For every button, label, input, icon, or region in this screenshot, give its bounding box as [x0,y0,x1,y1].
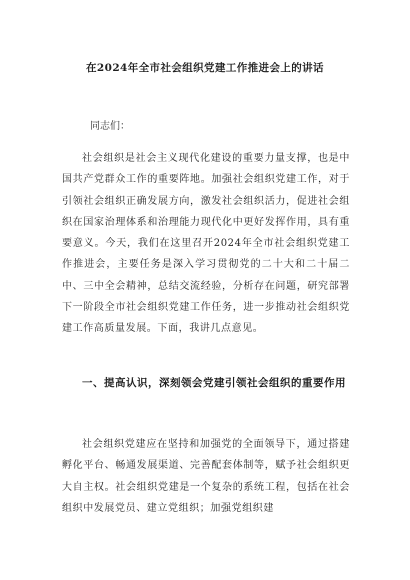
section-heading: 一、提高认识，深刻领会党建引领社会组织的重要作用 [82,377,346,389]
body-paragraph: 社会组织党建应在坚持和加强党的全面领导下，通过搭建孵化平台、畅通发展渠道、完善配套体制等，赋予社会组织更大自主权。社会组织党建是一个复杂的系统工程，包括在社会组织中发展党员、建立党组织；加强党组织建 [62,439,350,514]
salutation: 同志们： [90,121,130,132]
document-title: 在2024年全市社会组织党建工作推进会上的讲话 [86,62,324,74]
body-paragraph: 社会组织是社会主义现代化建设的重要力量支撑，也是中国共产党群众工作的重要阵地。加强社会组织党建工作，对于引领社会组织正确发展方向，激发社会组织活力，促进社会组织在国家治理体系和治理能力现代化中更好发挥作用，具有重要意义。今天，我们在这里召开2024年全市社会组织党建工作推进会，主要任务是深入学习贯彻党的二十大和二十届二中、三中全会精神，总结交流经验，分析存在问题，研究部署下一阶段全市社会组织党建工作任务，进一步推动社会组织党建工作高质量发展。下面，我讲几点意见。 [62,153,350,335]
